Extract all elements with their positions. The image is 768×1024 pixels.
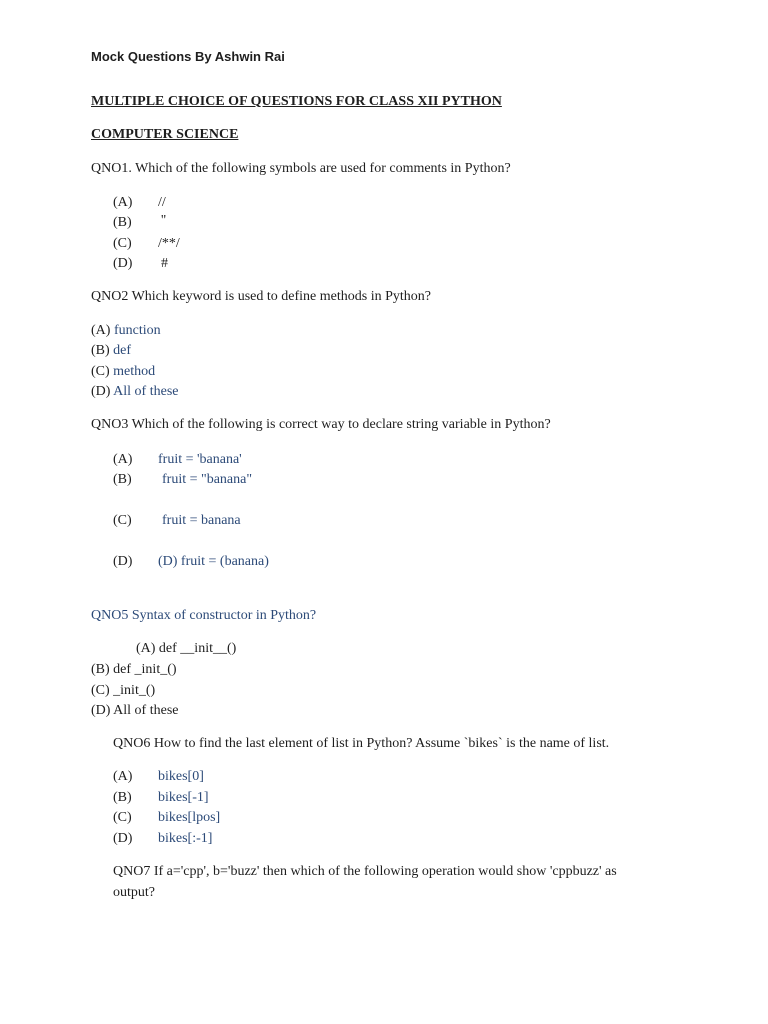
question-5: QNO5 Syntax of constructor in Python? [91,608,317,623]
q1-option-b-value: '' [161,213,167,228]
q2-option-b [91,344,131,358]
q6-option-b-label: (B) [113,790,132,805]
q3-option-c-value: fruit = banana [162,513,241,528]
q2-option-a-label: (A) [91,323,111,338]
q2-option-c-label: (C) [91,364,110,379]
q1-option-c-value: /**/ [158,236,180,251]
q1-option-b-label: (B) [113,215,132,230]
q6-option-b-value: bikes[-1] [158,790,209,805]
question-2: QNO2 Which keyword is used to define methods in Python? [91,289,431,304]
q2-option-d-value: All of these [113,384,179,399]
q1-option-a-label: (A) [113,195,133,210]
q5-option-b: (B) def _init_() [91,662,177,677]
q2-option-d-label: (D) [91,384,111,399]
q1-option-c-label: (C) [113,236,132,251]
q2-option-d [91,385,179,399]
q3-option-a-value: fruit = 'banana' [158,452,242,467]
q2-option-c-value: method [113,364,156,379]
q3-option-b-value: fruit = "banana" [162,472,253,487]
question-3: QNO3 Which of the following is correct way to declare string variable in Python? [91,417,551,432]
q6-option-a-value: bikes[0] [158,769,204,784]
q5-option-d: (D) All of these [91,703,179,718]
q6-option-a-label: (A) [113,769,133,784]
q6-option-d-label: (D) [113,831,133,846]
q2-option-a [91,324,161,338]
q6-option-c-label: (C) [113,810,132,825]
q3-option-d-label: (D) [113,554,133,569]
q3-option-d-value: (D) fruit = (banana) [158,554,269,569]
q5-option-c: (C) _init_() [91,683,156,698]
q2-option-c [91,365,155,379]
q2-option-b-label: (B) [91,343,110,358]
question-6: QNO6 How to find the last element of list in Python? Assume `bikes` is the name of list. [113,736,610,751]
question-7-line-2: output? [113,885,155,900]
q1-option-d-label: (D) [113,256,133,271]
q2-option-b-value: def [113,343,132,358]
q3-option-b-label: (B) [113,472,132,487]
document-title: MULTIPLE CHOICE OF QUESTIONS FOR CLASS XII PYTHON [91,94,502,109]
q1-option-d-value: # [161,256,168,271]
question-7-line-1: QNO7 If a='cpp', b='buzz' then which of the following operation would show 'cppbuzz' as [113,864,617,879]
q3-option-a-label: (A) [113,452,133,467]
q1-option-a-value: // [158,195,166,210]
document-subtitle: COMPUTER SCIENCE [91,127,239,142]
question-1: QNO1. Which of the following symbols are used for comments in Python? [91,161,511,176]
author-line: Mock Questions By Ashwin Rai [91,49,285,64]
q6-option-c-value: bikes[lpos] [158,810,221,825]
q3-option-c-label: (C) [113,513,132,528]
q5-option-a: (A) def __init__() [136,641,237,656]
q2-option-a-value: function [113,323,161,338]
q6-option-d-value: bikes[:-1] [158,831,213,846]
